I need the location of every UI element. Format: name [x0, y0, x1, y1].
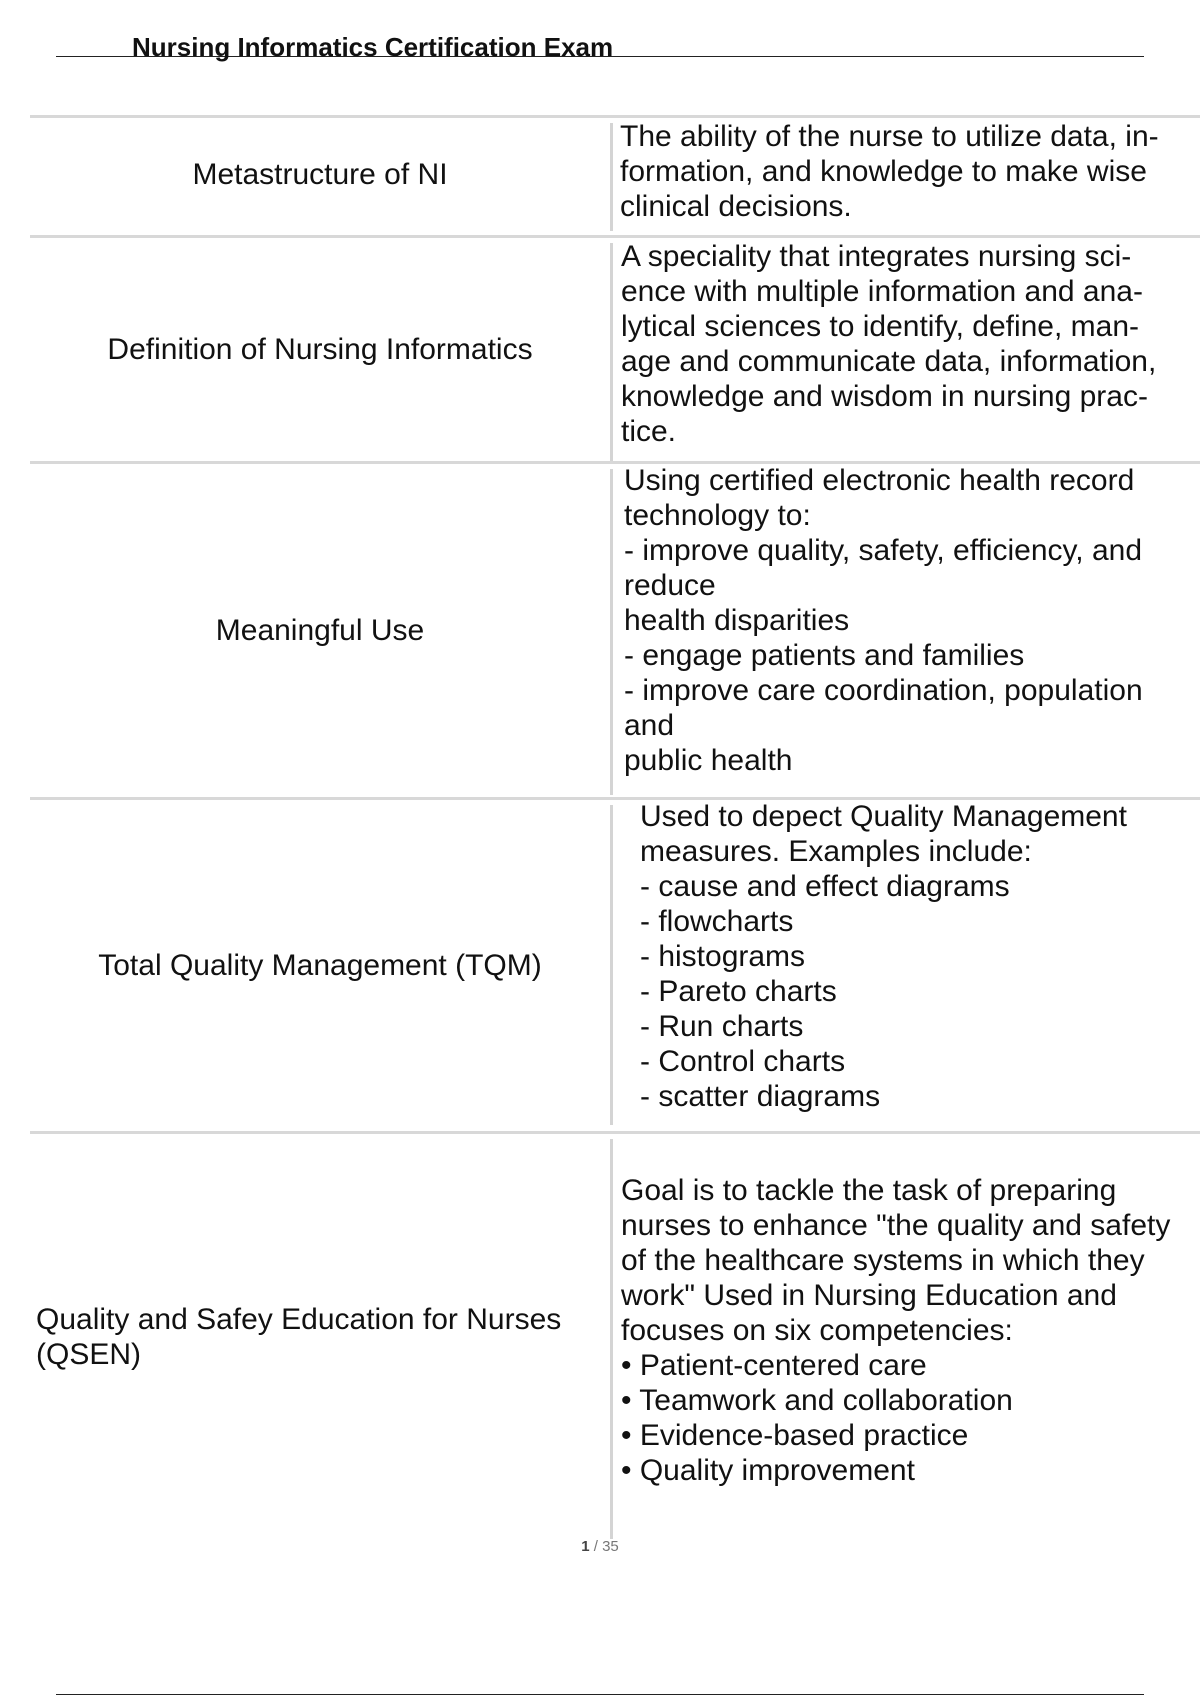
page-header [56, 28, 1144, 62]
page-current: 1 [581, 1538, 590, 1555]
card-definition: Used to depect Quality Management measures. Examples include: - cause and effect diagrams - flowcharts - histograms - Pareto charts - Run charts - Control charts - scatter diagrams [640, 800, 1127, 1113]
document-title: Nursing Informatics Certification Exam [132, 32, 614, 62]
card-term: Quality and Safey Education for Nurses (QSEN) [36, 1303, 562, 1371]
card-term: Definition of Nursing Informatics [107, 332, 533, 366]
column-divider [610, 469, 613, 795]
card-definition: The ability of the nurse to utilize data, in- formation, and knowledge to make wise clinical decisions. [620, 120, 1159, 223]
card-definition: Using certified electronic health record technology to: - improve quality, safety, efficiency, and reduce health disparities - engage patients and families - improve care coordination, population and public health [624, 464, 1143, 777]
column-divider [610, 1139, 613, 1539]
card-term: Total Quality Management (TQM) [98, 948, 542, 982]
flashcard-row [30, 115, 1200, 235]
footer-rule [56, 1694, 1144, 1695]
card-definition: Goal is to tackle the task of preparing nurses to enhance "the quality and safety of the healthcare systems in which they work" Used in Nursing Education and focuses on six competencies: • Patient-centered care • Teamwork and collaboration • Evidence-based practice • Quality improvement [621, 1174, 1171, 1487]
card-term: Metastructure of NI [192, 157, 448, 191]
flashcard-row [30, 235, 1200, 461]
card-definition: A speciality that integrates nursing sci- ence with multiple information and ana- lytical sciences to identify, define, man- age and communicate data, information, knowledge and wisdom in nursing prac- tice. [621, 240, 1157, 448]
column-divider [610, 243, 613, 461]
page-indicator [0, 1538, 1200, 1555]
row-divider [30, 235, 1200, 238]
page-separator: / [589, 1538, 603, 1555]
page-total: 35 [602, 1538, 619, 1555]
flashcard-row [30, 1131, 1200, 1541]
column-divider [610, 805, 613, 1125]
card-term: Meaningful Use [215, 613, 425, 647]
column-divider [610, 123, 613, 231]
flashcard-row [30, 461, 1200, 797]
flashcard-row [30, 797, 1200, 1131]
row-divider [30, 115, 1200, 118]
row-divider [30, 1131, 1200, 1134]
